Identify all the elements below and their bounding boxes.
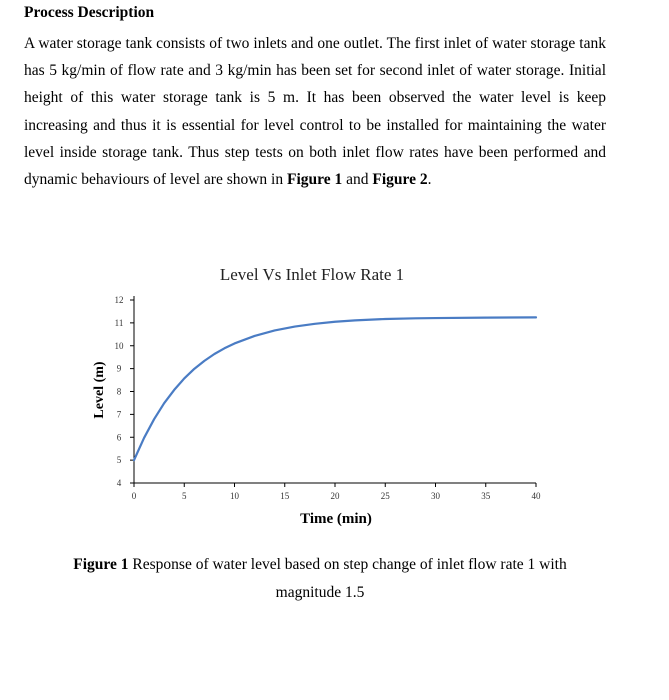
level-series-line bbox=[134, 317, 536, 460]
x-tick-label: 0 bbox=[131, 491, 137, 501]
y-tick-label: 5 bbox=[116, 455, 122, 466]
y-tick-label: 8 bbox=[116, 386, 122, 397]
y-tick-label: 6 bbox=[116, 432, 122, 443]
x-tick-label: 15 bbox=[280, 491, 290, 501]
x-tick-label: 20 bbox=[330, 491, 340, 501]
caption-label: Figure 1 bbox=[73, 556, 129, 573]
x-tick-label: 30 bbox=[431, 491, 440, 501]
y-tick-label: 7 bbox=[116, 409, 122, 420]
x-tick-label: 40 bbox=[531, 491, 541, 501]
figure-1-reference: Figure 1 bbox=[287, 171, 343, 189]
x-tick-label: 5 bbox=[182, 491, 187, 501]
axis-ticks bbox=[115, 295, 542, 501]
y-axis-label: Level (m) bbox=[92, 361, 107, 419]
section-heading: Process Description bbox=[24, 4, 155, 21]
paragraph-text-1: A water storage tank consists of two inlets and one outlet. The first inlet of water storage tank has 5 kg/min of flow rate and 3 kg/min has been set for second inlet of water storage. Initial height of this water storage tank is 5 m. It has been observed the water level is keep increasing and thus it is essential for level control to be installed for maintaining the water level inside storage tank. Thus step tests on both inlet flow rates have been performed and dynamic behaviours of level are shown in bbox=[24, 35, 606, 189]
chart-title: Level Vs Inlet Flow Rate 1 bbox=[219, 265, 405, 284]
y-tick-label: 4 bbox=[116, 478, 122, 488]
x-axis-label: Time (min) bbox=[300, 511, 372, 527]
figure-caption bbox=[40, 551, 600, 607]
figure-2-reference: Figure 2 bbox=[372, 171, 428, 189]
x-tick-label: 35 bbox=[481, 491, 491, 501]
x-tick-label: 10 bbox=[230, 491, 239, 501]
y-tick-label: 12 bbox=[114, 295, 124, 305]
y-tick-label: 10 bbox=[114, 340, 124, 351]
y-tick-label: 11 bbox=[114, 317, 124, 328]
caption-text: Response of water level based on step change of inlet flow rate 1 with magnitude 1.5 bbox=[128, 556, 567, 601]
paragraph-text-3: . bbox=[427, 171, 432, 189]
y-tick-label: 9 bbox=[116, 363, 122, 374]
paragraph-text-2: and bbox=[342, 171, 373, 189]
x-tick-label: 25 bbox=[380, 491, 390, 501]
